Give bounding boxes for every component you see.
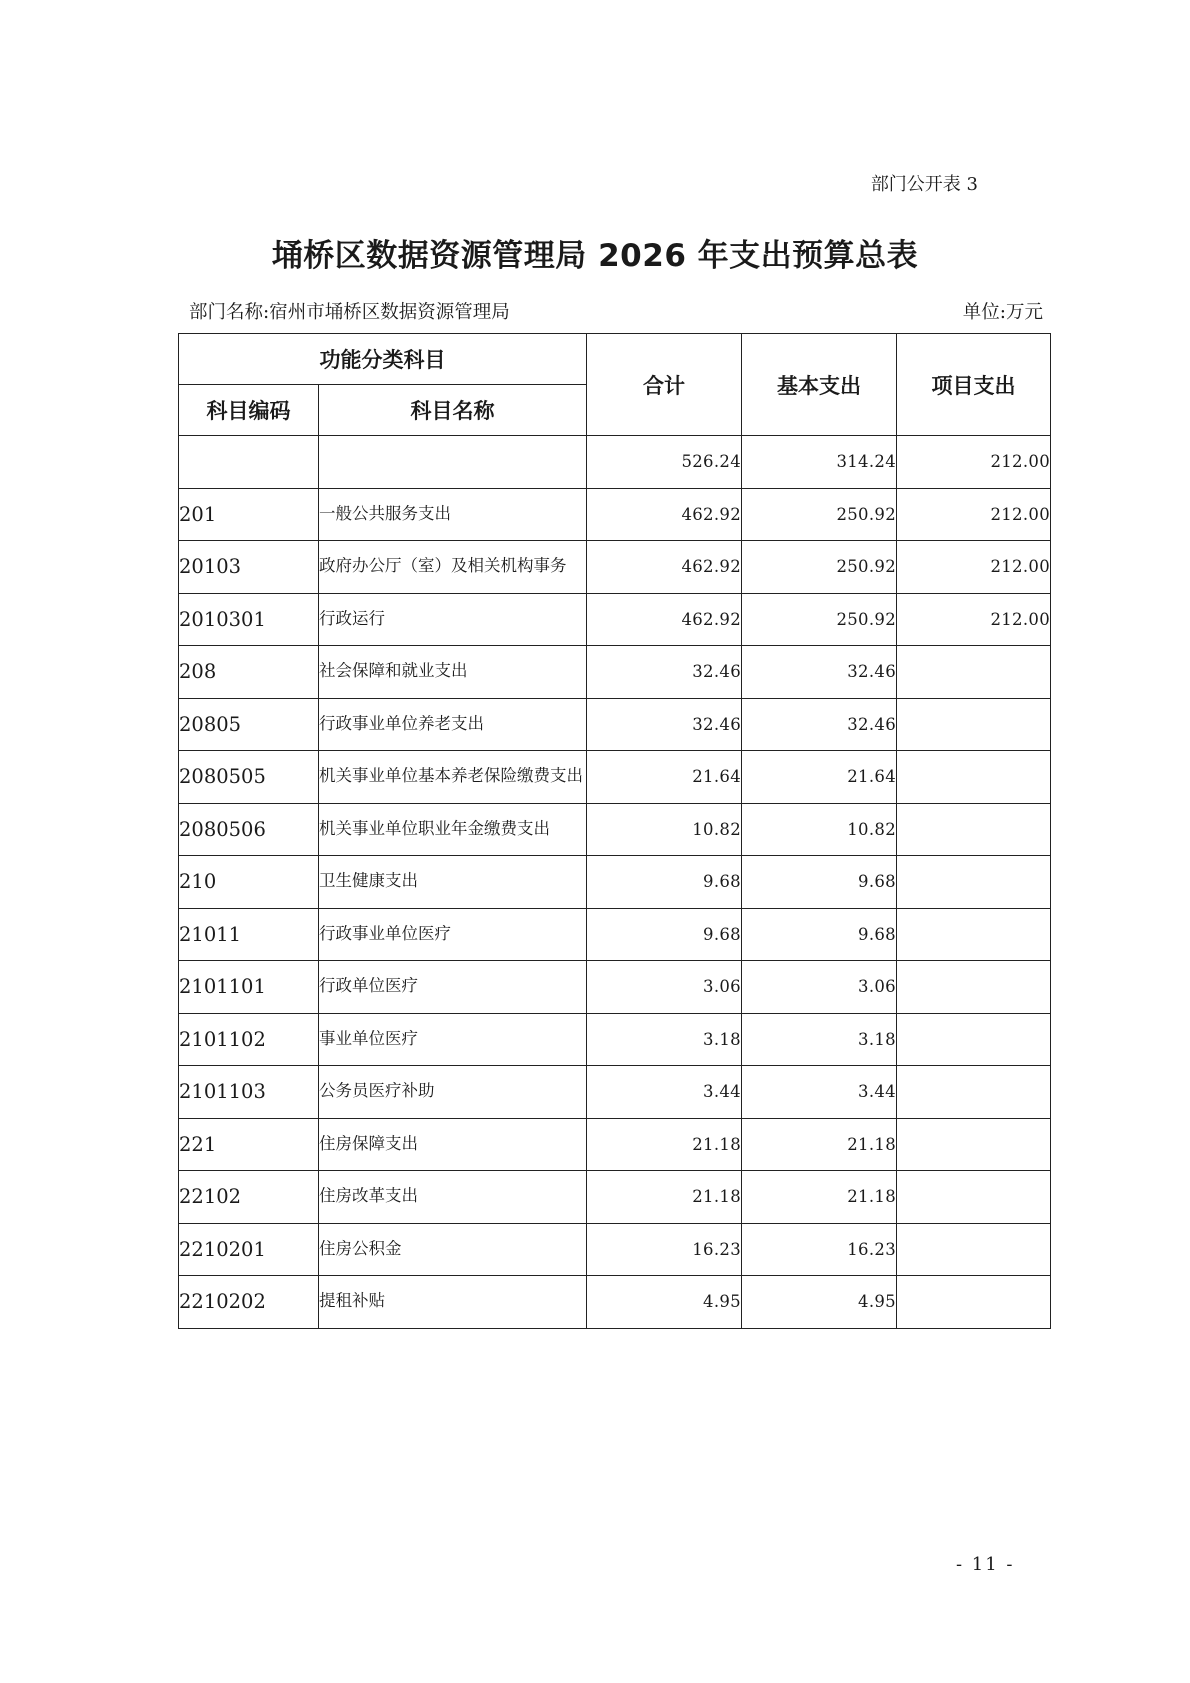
cell-total: 16.23 — [587, 1223, 742, 1276]
table-row — [179, 1013, 1051, 1066]
budget-table — [178, 333, 1051, 1329]
cell-name — [319, 436, 587, 489]
page-title: 埇桥区数据资源管理局 2026 年支出预算总表 — [271, 238, 919, 274]
table-row — [179, 803, 1051, 856]
cell-code: 210 — [179, 856, 319, 909]
cell-code: 20103 — [179, 541, 319, 594]
table-row — [179, 1223, 1051, 1276]
cell-code: 21011 — [179, 908, 319, 961]
cell-basic: 3.44 — [742, 1066, 897, 1119]
cell-name: 机关事业单位基本养老保险缴费支出 — [319, 751, 587, 804]
cell-project: 212.00 — [897, 593, 1051, 646]
cell-name: 住房公积金 — [319, 1223, 587, 1276]
header-total: 合计 — [587, 334, 742, 436]
cell-code: 22102 — [179, 1171, 319, 1224]
cell-name: 政府办公厅（室）及相关机构事务 — [319, 541, 587, 594]
header-basic-expenditure: 基本支出 — [742, 334, 897, 436]
cell-project — [897, 751, 1051, 804]
cell-project — [897, 961, 1051, 1014]
cell-code: 201 — [179, 488, 319, 541]
cell-code: 20805 — [179, 698, 319, 751]
cell-project — [897, 856, 1051, 909]
cell-project — [897, 1171, 1051, 1224]
cell-name: 行政事业单位养老支出 — [319, 698, 587, 751]
cell-code: 2210201 — [179, 1223, 319, 1276]
cell-total: 462.92 — [587, 593, 742, 646]
page-number: - 11 - — [956, 1554, 1015, 1575]
cell-total: 462.92 — [587, 541, 742, 594]
table-row — [179, 436, 1051, 489]
table-body — [179, 436, 1051, 1329]
cell-code: 2010301 — [179, 593, 319, 646]
table-row — [179, 751, 1051, 804]
cell-name: 住房保障支出 — [319, 1118, 587, 1171]
cell-name: 一般公共服务支出 — [319, 488, 587, 541]
cell-total: 32.46 — [587, 698, 742, 751]
cell-basic: 3.18 — [742, 1013, 897, 1066]
cell-total: 21.18 — [587, 1171, 742, 1224]
cell-project — [897, 803, 1051, 856]
cell-name: 事业单位医疗 — [319, 1013, 587, 1066]
cell-project — [897, 698, 1051, 751]
cell-code: 2101101 — [179, 961, 319, 1014]
cell-name: 行政单位医疗 — [319, 961, 587, 1014]
table-row — [179, 1066, 1051, 1119]
cell-total: 9.68 — [587, 856, 742, 909]
cell-basic: 21.18 — [742, 1171, 897, 1224]
cell-basic: 10.82 — [742, 803, 897, 856]
table-row — [179, 541, 1051, 594]
cell-project — [897, 1066, 1051, 1119]
cell-code: 208 — [179, 646, 319, 699]
cell-total: 32.46 — [587, 646, 742, 699]
cell-basic: 9.68 — [742, 856, 897, 909]
cell-name: 住房改革支出 — [319, 1171, 587, 1224]
cell-project — [897, 1013, 1051, 1066]
cell-code: 2080505 — [179, 751, 319, 804]
cell-basic: 250.92 — [742, 541, 897, 594]
cell-total: 21.64 — [587, 751, 742, 804]
department-name: 部门名称:宿州市埇桥区数据资源管理局 — [189, 302, 510, 323]
table-row — [179, 646, 1051, 699]
cell-code: 2101102 — [179, 1013, 319, 1066]
cell-name: 机关事业单位职业年金缴费支出 — [319, 803, 587, 856]
cell-project: 212.00 — [897, 488, 1051, 541]
header-project-expenditure: 项目支出 — [897, 334, 1051, 436]
cell-project — [897, 1118, 1051, 1171]
cell-basic: 32.46 — [742, 646, 897, 699]
cell-basic: 9.68 — [742, 908, 897, 961]
header-function-category: 功能分类科目 — [179, 334, 587, 385]
cell-total: 4.95 — [587, 1276, 742, 1329]
cell-total: 21.18 — [587, 1118, 742, 1171]
cell-code: 2101103 — [179, 1066, 319, 1119]
cell-name: 卫生健康支出 — [319, 856, 587, 909]
table-row — [179, 1118, 1051, 1171]
cell-total: 526.24 — [587, 436, 742, 489]
table-row — [179, 593, 1051, 646]
cell-name: 社会保障和就业支出 — [319, 646, 587, 699]
header-name: 科目名称 — [319, 385, 587, 436]
cell-project: 212.00 — [897, 541, 1051, 594]
cell-project: 212.00 — [897, 436, 1051, 489]
cell-code: 2080506 — [179, 803, 319, 856]
cell-total: 3.06 — [587, 961, 742, 1014]
table-row — [179, 488, 1051, 541]
cell-basic: 314.24 — [742, 436, 897, 489]
table-row — [179, 1276, 1051, 1329]
table-row — [179, 908, 1051, 961]
cell-project — [897, 908, 1051, 961]
cell-basic: 21.64 — [742, 751, 897, 804]
cell-basic: 16.23 — [742, 1223, 897, 1276]
cell-project — [897, 646, 1051, 699]
cell-total: 3.18 — [587, 1013, 742, 1066]
table-row — [179, 698, 1051, 751]
cell-basic: 21.18 — [742, 1118, 897, 1171]
cell-basic: 3.06 — [742, 961, 897, 1014]
cell-total: 3.44 — [587, 1066, 742, 1119]
table-number: 部门公开表 3 — [870, 174, 978, 195]
header-code: 科目编码 — [179, 385, 319, 436]
unit-label: 单位:万元 — [962, 302, 1043, 323]
cell-code: 2210202 — [179, 1276, 319, 1329]
table-row — [179, 856, 1051, 909]
cell-basic: 4.95 — [742, 1276, 897, 1329]
table-row — [179, 961, 1051, 1014]
cell-total: 10.82 — [587, 803, 742, 856]
cell-name: 公务员医疗补助 — [319, 1066, 587, 1119]
cell-basic: 250.92 — [742, 488, 897, 541]
cell-total: 462.92 — [587, 488, 742, 541]
cell-basic: 32.46 — [742, 698, 897, 751]
cell-code: 221 — [179, 1118, 319, 1171]
cell-name: 行政事业单位医疗 — [319, 908, 587, 961]
cell-total: 9.68 — [587, 908, 742, 961]
cell-name: 行政运行 — [319, 593, 587, 646]
cell-project — [897, 1276, 1051, 1329]
cell-project — [897, 1223, 1051, 1276]
cell-basic: 250.92 — [742, 593, 897, 646]
table-row — [179, 1171, 1051, 1224]
cell-code — [179, 436, 319, 489]
cell-name: 提租补贴 — [319, 1276, 587, 1329]
